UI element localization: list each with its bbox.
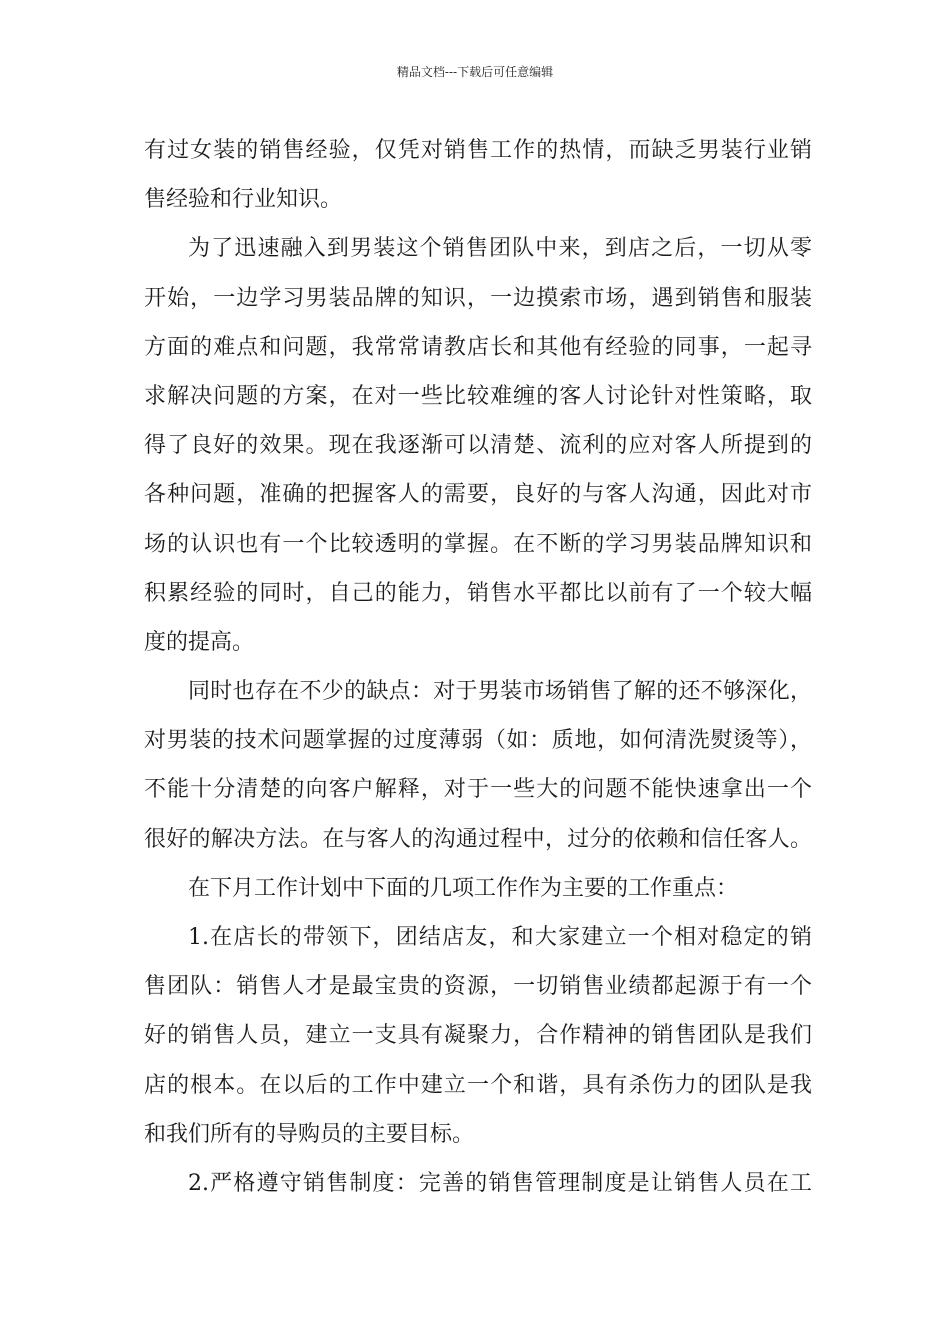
text-line: 在下月工作计划中下面的几项工作作为主要的工作重点： xyxy=(188,875,739,901)
text-line: 2.严格遵守销售制度：完善的销售管理制度是让销售人员在工 xyxy=(188,1170,812,1196)
text-line: 好的销售人员，建立一支具有凝聚力，合作精神的销售团队是我们 xyxy=(144,1023,812,1049)
text-line: 方面的难点和问题，我常常请教店长和其他有经验的同事，一起寻 xyxy=(144,334,812,360)
document-body xyxy=(144,126,812,1208)
text-line: 开始，一边学习男装品牌的知识，一边摸索市场，遇到销售和服装 xyxy=(144,285,812,311)
text-line: 各种问题，准确的把握客人的需要，良好的与客人沟通，因此对市 xyxy=(144,482,812,508)
text-line: 同时也存在不少的缺点：对于男装市场销售了解的还不够深化， xyxy=(188,679,812,705)
page-header: 精品文档---下载后可任意编辑 xyxy=(396,65,554,79)
text-line: 有过女装的销售经验，仅凭对销售工作的热情，而缺乏男装行业销 xyxy=(144,138,812,163)
text-line: 积累经验的同时，自己的能力，销售水平都比以前有了一个较大幅 xyxy=(144,580,812,606)
text-line: 店的根本。在以后的工作中建立一个和谐，具有杀伤力的团队是我 xyxy=(144,1072,812,1098)
text-line: 得了良好的效果。现在我逐渐可以清楚、流利的应对客人所提到的 xyxy=(144,433,812,459)
text-line: 和我们所有的导购员的主要目标。 xyxy=(144,1121,475,1147)
text-line: 1.在店长的带领下，团结店友，和大家建立一个相对稳定的销 xyxy=(188,925,812,950)
text-line: 对男装的技术问题掌握的过度薄弱（如：质地，如何清洗熨烫等）， xyxy=(144,728,812,754)
text-line: 售经验和行业知识。 xyxy=(144,187,343,213)
text-line: 很好的解决方法。在与客人的沟通过程中，过分的依赖和信任客人。 xyxy=(144,826,812,852)
text-line: 售团队：销售人才是最宝贵的资源，一切销售业绩都起源于有一个 xyxy=(144,974,812,1000)
text-line: 不能十分清楚的向客户解释，对于一些大的问题不能快速拿出一个 xyxy=(144,777,812,803)
text-line: 场的认识也有一个比较透明的掌握。在不断的学习男装品牌知识和 xyxy=(144,531,812,557)
text-line: 求解决问题的方案，在对一些比较难缠的客人讨论针对性策略，取 xyxy=(144,383,812,409)
text-line: 为了迅速融入到男装这个销售团队中来，到店之后，一切从零 xyxy=(188,236,812,262)
text-line: 度的提高。 xyxy=(144,629,255,655)
